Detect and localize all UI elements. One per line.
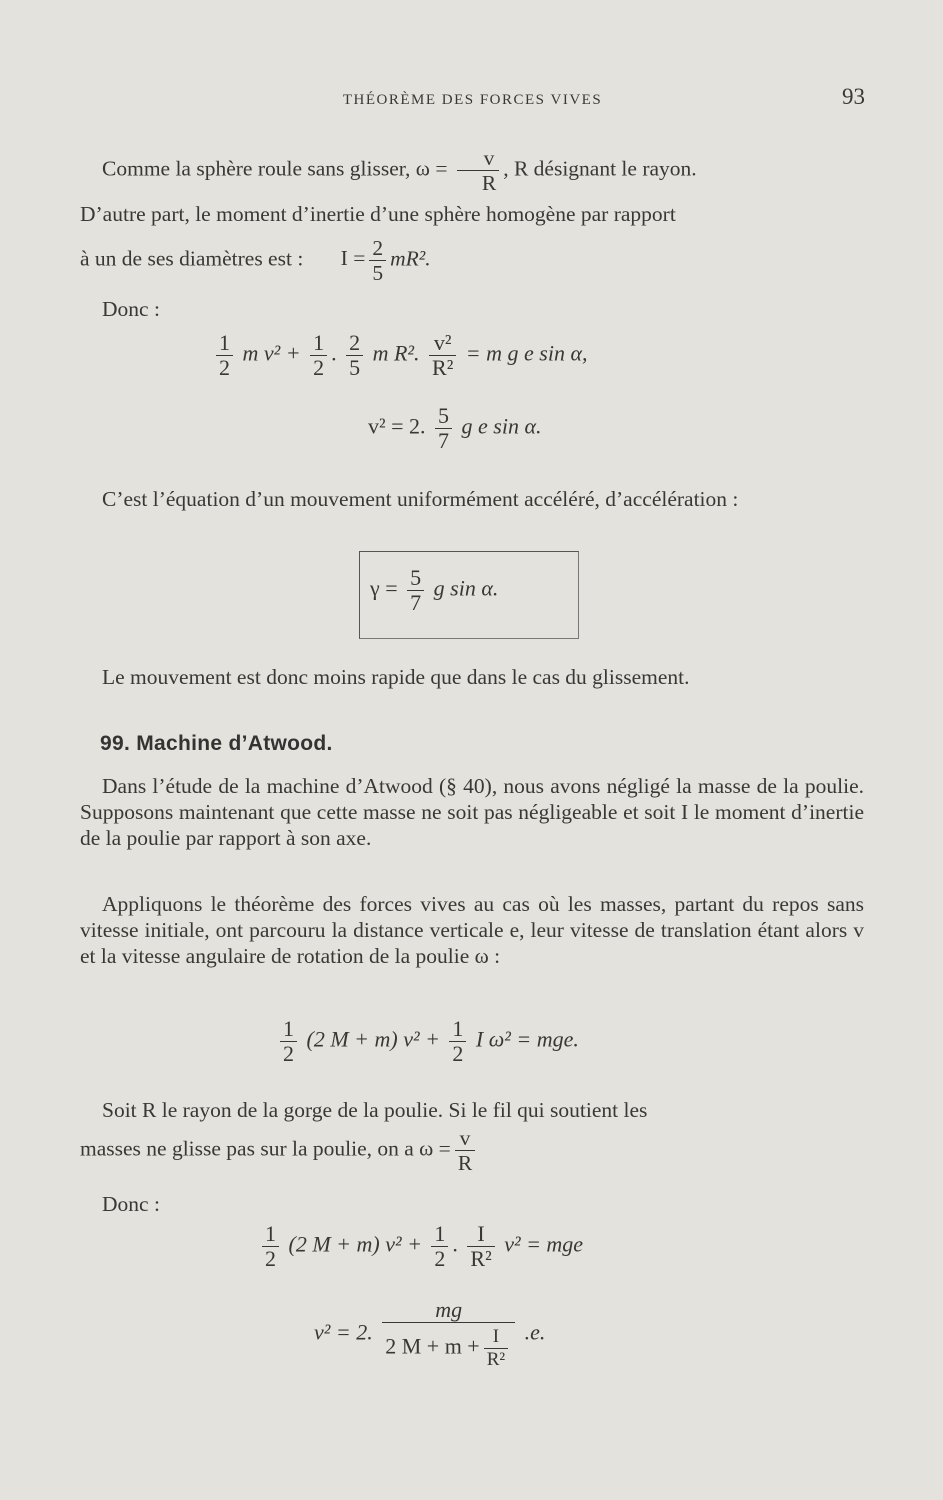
frac-num: 1 [449,1017,466,1042]
frac-num: v [457,146,499,171]
frac-num [382,1298,515,1323]
donc-label: Donc : [102,297,160,321]
term: γ = [370,575,398,601]
frac-den: 2 [265,1246,276,1271]
inertia-rhs: mR². [390,246,431,271]
term: v² = mge [504,1231,584,1257]
term: g sin α. [433,575,499,601]
fraction [429,331,456,380]
frac-den: R [481,171,497,195]
frac-num: 5 [435,404,452,429]
para7-line2: masses ne glisse pas sur la poulie, on a ω = [80,1136,451,1161]
fraction [431,1222,448,1271]
fraction-v-over-r [457,146,499,195]
fraction [280,1017,297,1066]
donc-label-2: Donc : [102,1192,160,1216]
paragraph-gorge [80,1097,864,1123]
frac-den: 7 [410,590,422,615]
page-number: 93 [842,84,865,109]
frac-den: 5 [372,261,384,285]
para1-text-b: , R désignant le rayon. [503,156,697,181]
fraction [216,331,233,380]
frac-num: 1 [280,1017,297,1042]
term: mg [435,1297,463,1322]
frac-den: 7 [438,428,450,453]
para7-line1: Soit R le rayon de la gorge de la poulie. Si le fil qui soutient les [102,1098,648,1122]
term: m v² + [242,340,301,366]
running-title: THÉORÈME DES FORCES VIVES [342,92,603,108]
inertia-lhs: I = [340,246,366,271]
frac-num: 1 [310,331,327,356]
fraction [467,1222,494,1271]
term: . [331,340,337,366]
frac-den: 2 [434,1246,446,1271]
frac-den: 2 [452,1041,464,1066]
frac-num: I [484,1326,508,1349]
term: (2 M + m) v² + [288,1231,422,1257]
paragraph-forces-vives: Appliquons le théorème des forces vives au cas où les masses, partant du repos sans vitesse initiale, ont parcouru la distance verticale e, leur vitesse de translation étant alors v et la vitesse angulaire de rotation de la poulie ω : [80,892,864,968]
omega-line [80,1126,479,1175]
equation-gamma [370,566,498,615]
frac-den: R² [432,355,454,380]
equation-velocity-squared [368,404,542,453]
frac-num: v² [429,331,456,356]
term: I ω² = mge. [475,1026,579,1052]
frac-num: 2 [369,236,386,261]
paragraph-inertia [80,201,864,227]
fraction-2-5 [369,236,386,285]
frac-den: R² [486,1349,506,1370]
term: v² = 2. [314,1319,373,1345]
fraction [407,566,424,615]
term: (2 M + m) v² + [306,1026,440,1052]
boxed-equation [359,551,579,639]
term: v² = 2. [368,413,426,439]
frac-num: 1 [216,331,233,356]
page-header [80,84,865,114]
paragraph-rolling [80,146,864,195]
equation-atwood-result [314,1298,545,1371]
term: .e. [524,1319,546,1345]
fraction-v-over-r [455,1126,475,1175]
fraction-big [382,1298,515,1371]
term: . [452,1231,458,1257]
frac-num: v [455,1126,475,1151]
fraction [310,331,327,380]
frac-den: 2 [313,355,325,380]
equation-atwood-substituted [258,1222,583,1271]
frac-den: 2 [283,1041,294,1066]
frac-num: 1 [431,1222,448,1247]
frac-num: 5 [407,566,424,591]
frac-den: 2 [219,355,230,380]
paragraph-acceleration: C’est l’équation d’un mouvement uniformément accéléré, d’accélération : [102,487,739,511]
para1-text-a: Comme la sphère roule sans glisser, ω = [102,156,453,181]
fraction [449,1017,466,1066]
frac-den: R² [470,1246,492,1271]
frac-den: 5 [349,355,361,380]
fraction [435,404,452,453]
term: g e sin α. [461,413,542,439]
term: 2 M + m + [385,1333,480,1359]
frac-num: 2 [346,331,363,356]
fraction [262,1222,279,1271]
frac-num: I [467,1222,494,1247]
frac-den [382,1323,515,1371]
section-title: 99. Machine d’Atwood. [100,732,333,755]
para2-line1: D’autre part, le moment d’inertie d’une sphère homogène par rapport [80,202,676,226]
frac-den: R [457,1151,473,1175]
term: m R². [372,340,420,366]
equation-energy-sphere [212,331,588,380]
paragraph-atwood-intro: Dans l’étude de la machine d’Atwood (§ 40), nous avons négligé la masse de la poulie. Supposons maintenant que cette masse ne soit pas négligeable et soit I le moment d’inertie de la poulie par rapport à son axe. [80,774,864,850]
term: = m g e sin α, [465,340,588,366]
fraction [484,1326,508,1371]
paragraph-conclusion: Le mouvement est donc moins rapide que dans le cas du glissement. [102,665,690,689]
equation-atwood-energy [276,1017,579,1066]
para2-line2: à un de ses diamètres est : [80,246,304,271]
fraction [346,331,363,380]
frac-num: 1 [262,1222,279,1247]
inertia-line [80,236,431,285]
